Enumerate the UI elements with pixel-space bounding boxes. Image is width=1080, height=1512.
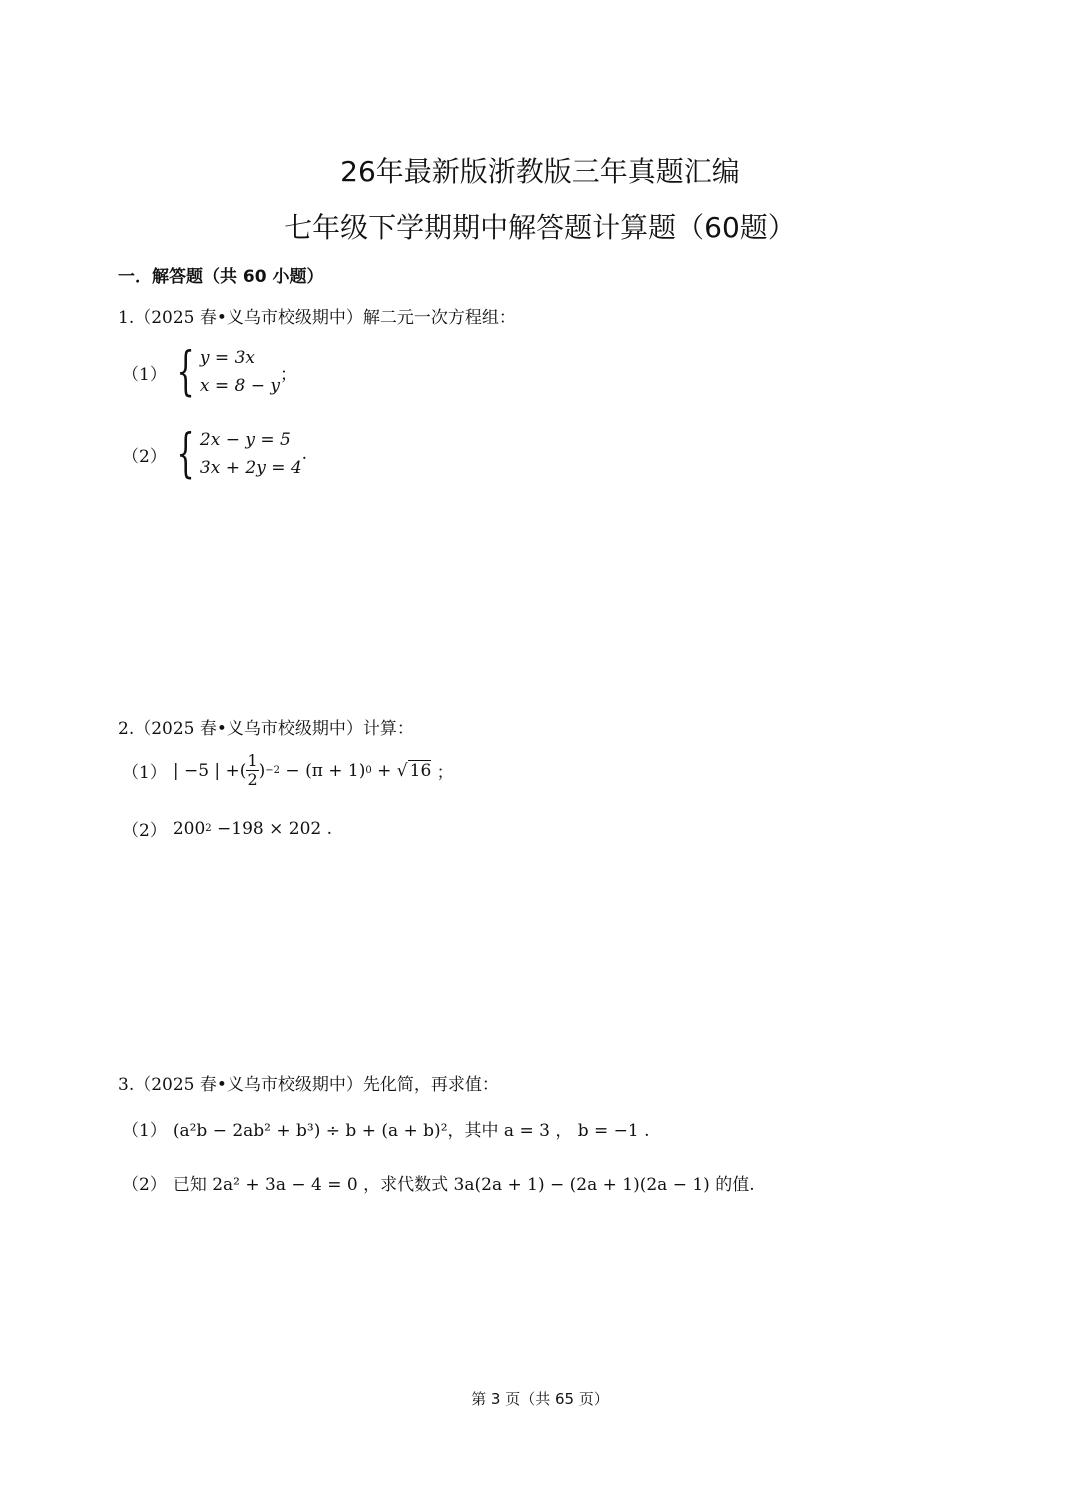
equation-system [173, 344, 280, 400]
expression: | −5 | +( [172, 760, 247, 781]
question-2-part-2 [122, 816, 332, 841]
expression: 已知 2a² + 3a − 4 = 0 ，求代数式 3a(2a + 1) − (2a + 1)(2a − 1) 的值. [172, 1175, 755, 1195]
expression: + √ [371, 760, 408, 781]
part-label: （1） [122, 1121, 167, 1141]
page-footer: 第 3 页（共 65 页） [471, 1390, 609, 1408]
question-3-part-1 [122, 1116, 650, 1141]
question-1-stem: 1.（2025 春•义乌市校级期中）解二元一次方程组： [118, 308, 516, 328]
part-label: （1） [122, 364, 167, 385]
part-end: ； [280, 364, 298, 385]
question-3-stem: 3.（2025 春•义乌市校级期中）先化简，再求值： [118, 1075, 499, 1095]
question-1-part-2 [122, 426, 307, 482]
fraction [246, 752, 258, 789]
exponent: −2 [265, 765, 281, 776]
document-title-line2: 七年级下学期期中解答题计算题（60题） [284, 211, 796, 244]
equation: 2x − y = 5 [199, 430, 291, 450]
question-1-part-1 [122, 344, 297, 400]
question-3-part-2 [122, 1170, 755, 1195]
part-label: （2） [122, 446, 167, 467]
part-label: （1） [122, 763, 167, 783]
exponent: 0 [365, 765, 372, 776]
question-2-part-1 [122, 752, 454, 789]
section-heading: 一．解答题（共 60 小题） [118, 267, 324, 287]
equation: x = 8 − y [199, 376, 281, 396]
brace-icon: { [176, 342, 195, 402]
part-label: （2） [122, 821, 167, 841]
radicand: 16 [409, 761, 432, 781]
expression: (a²b − 2ab² + b³) ÷ b + (a + b)²，其中 a = 3 ， b = −1 . [172, 1121, 650, 1141]
question-2-stem: 2.（2025 春•义乌市校级期中）计算： [118, 719, 414, 739]
equation-system [173, 426, 302, 482]
fraction-denominator: 2 [247, 770, 258, 789]
equation: y = 3x [199, 348, 255, 368]
expression: −198 × 202 . [211, 818, 333, 839]
expression: ) [258, 760, 266, 781]
brace-icon: { [176, 424, 195, 484]
expression: 200 [172, 818, 206, 839]
document-title-line1: 26年最新版浙教版三年真题汇编 [340, 155, 740, 188]
equation: 3x + 2y = 4 [199, 458, 302, 478]
part-end: . [301, 444, 308, 464]
exponent: 2 [205, 823, 212, 834]
part-end: ； [431, 763, 454, 783]
expression: − (π + 1) [280, 760, 366, 781]
fraction-numerator: 1 [247, 751, 258, 770]
part-label: （2） [122, 1175, 167, 1195]
